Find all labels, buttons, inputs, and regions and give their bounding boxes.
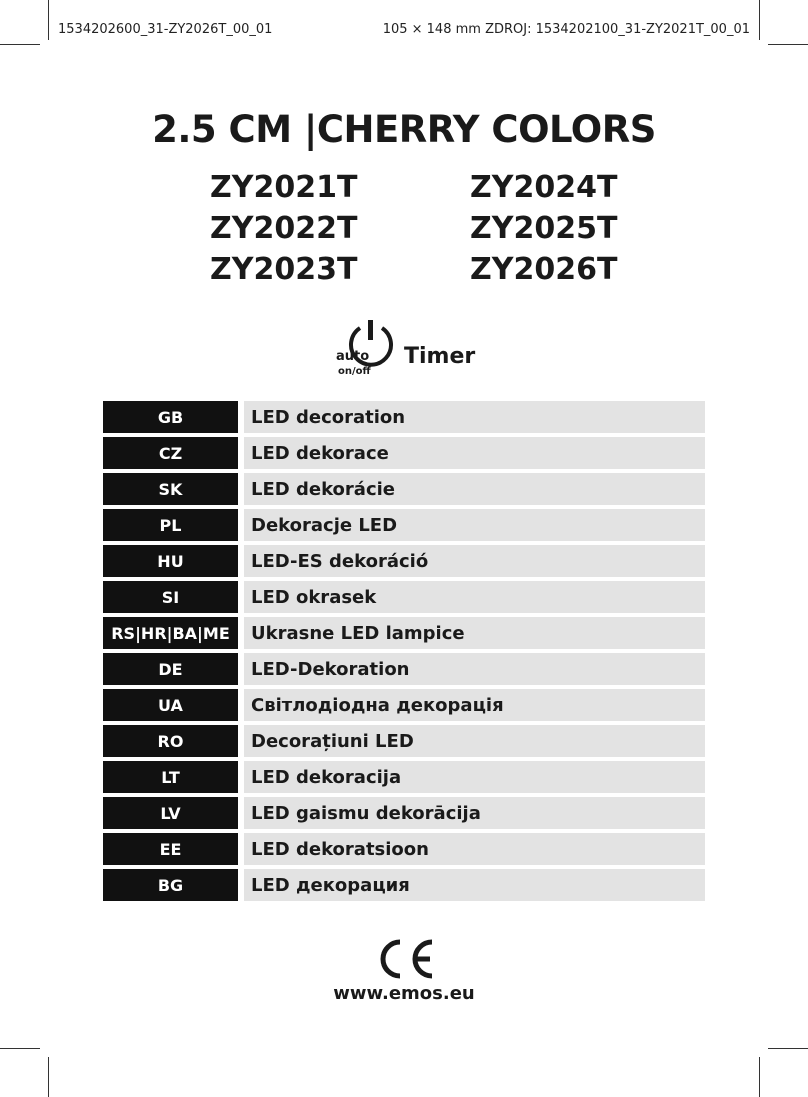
language-label: Ukrasne LED lampice — [244, 617, 705, 649]
crop-mark-bottom-right — [759, 1057, 760, 1097]
model-number: ZY2025T — [470, 211, 618, 246]
language-label: LED gaismu dekorācija — [244, 797, 705, 829]
language-row — [103, 833, 705, 865]
model-number: ZY2023T — [210, 252, 358, 287]
language-label: LED dekorácie — [244, 473, 705, 505]
language-code: EE — [103, 833, 238, 865]
language-code: LV — [103, 797, 238, 829]
language-label: Dekoracje LED — [244, 509, 705, 541]
timer-onoff-text: on/off — [338, 366, 371, 377]
language-row — [103, 437, 705, 469]
header-product-code: 1534202600_31-ZY2026T_00_01 — [58, 22, 273, 37]
crop-mark-top-left — [48, 0, 49, 40]
language-row — [103, 725, 705, 757]
language-row — [103, 473, 705, 505]
language-code: BG — [103, 869, 238, 901]
language-label: LED-Dekoration — [244, 653, 705, 685]
crop-mark-bottom-right-h — [768, 1048, 808, 1049]
language-code: RS|HR|BA|ME — [103, 617, 238, 649]
language-code: DE — [103, 653, 238, 685]
model-number: ZY2021T — [210, 170, 358, 205]
page-title: 2.5 CM |CHERRY COLORS — [152, 108, 656, 151]
language-label: LED декорация — [244, 869, 705, 901]
crop-mark-top-right — [759, 0, 760, 40]
language-row — [103, 797, 705, 829]
language-row — [103, 653, 705, 685]
timer-auto-text: auto — [336, 349, 370, 364]
language-row — [103, 545, 705, 577]
crop-mark-bottom-left — [48, 1057, 49, 1097]
language-row — [103, 761, 705, 793]
language-row — [103, 581, 705, 613]
language-label: Decorațiuni LED — [244, 725, 705, 757]
language-code: SI — [103, 581, 238, 613]
language-label: LED dekoracija — [244, 761, 705, 793]
model-number: ZY2026T — [470, 252, 618, 287]
crop-mark-bottom-left-h — [0, 1048, 40, 1049]
timer-feature — [334, 318, 494, 378]
model-number: ZY2024T — [470, 170, 618, 205]
language-label: Світлодіодна декорація — [244, 689, 705, 721]
language-row — [103, 869, 705, 901]
language-label: LED dekoratsioon — [244, 833, 705, 865]
language-code: RO — [103, 725, 238, 757]
language-code: LT — [103, 761, 238, 793]
ce-mark-icon — [373, 936, 437, 982]
language-row — [103, 689, 705, 721]
language-row — [103, 617, 705, 649]
crop-mark-top-left-h — [0, 44, 40, 45]
language-row — [103, 401, 705, 433]
language-code: GB — [103, 401, 238, 433]
header-size-source: 105 × 148 mm ZDROJ: 1534202100_31-ZY2021T_00_01 — [382, 22, 750, 37]
language-label: LED-ES dekoráció — [244, 545, 705, 577]
timer-label: Timer — [404, 344, 476, 369]
language-label: LED okrasek — [244, 581, 705, 613]
crop-mark-top-right-h — [768, 44, 808, 45]
language-row — [103, 509, 705, 541]
language-code: PL — [103, 509, 238, 541]
language-code: UA — [103, 689, 238, 721]
language-code: HU — [103, 545, 238, 577]
model-number: ZY2022T — [210, 211, 358, 246]
power-timer-icon — [334, 318, 404, 378]
language-label: LED decoration — [244, 401, 705, 433]
language-code: CZ — [103, 437, 238, 469]
website-link[interactable]: www.emos.eu — [333, 983, 475, 1004]
language-code: SK — [103, 473, 238, 505]
language-label: LED dekorace — [244, 437, 705, 469]
